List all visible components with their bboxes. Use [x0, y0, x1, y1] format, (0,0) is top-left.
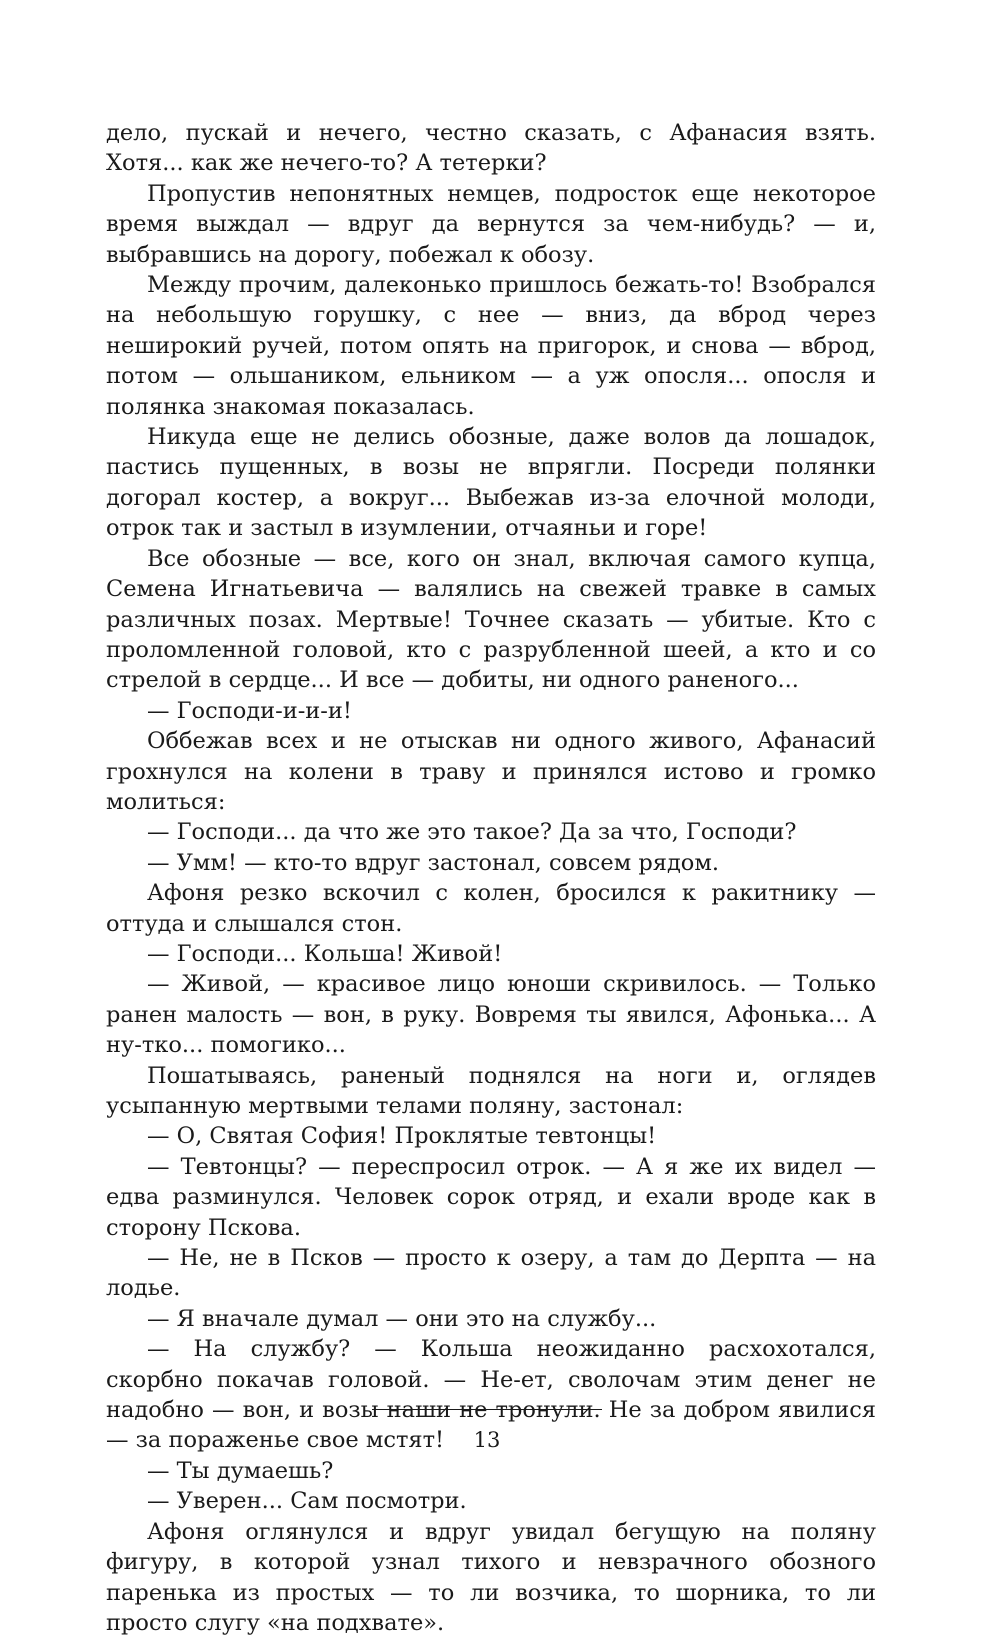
- paragraph: Все обозные — все, кого он знал, включая самого купца, Семена Игнатьевича — валялись на свежей травке в самых различных позах. Мертвые! Точнее сказать — убитые. Кто с проломленной головой, кто с разрубленной шеей, а кто и со стрелой в сердце... И все — добиты, ни одного раненого...: [106, 545, 876, 694]
- paragraph: Афоня резко вскочил с колен, бросился к ракитнику — оттуда и слышался стон.: [106, 880, 876, 937]
- dialogue-line: — На службу? — Кольша неожиданно расхохотался, скорбно покачав головой. — Не-ет, сволочам этим денег не надобно — вон, и возы наши не тронули. Не за добром явилися — за пораженье свое мстят!: [106, 1336, 876, 1454]
- paragraph: Никуда еще не делись обозные, даже волов да лошадок, пастись пущенных, в возы не впрягли. Посреди полянки догорал костер, а вокруг... Выбежав из-за елочной молоди, отрок так и застыл в изумлении, отчаяньи и горе!: [106, 424, 876, 542]
- dialogue-line: — Господи... Кольша! Живой!: [147, 940, 503, 967]
- dialogue-line: — Я вначале думал — они это на службу...: [147, 1305, 657, 1332]
- dialogue-line: — Ты думаешь?: [147, 1457, 334, 1484]
- footer-divider: [372, 1409, 602, 1410]
- dialogue-line: — Живой, — красивое лицо юноши скривилось. — Только ранен малость — вон, в руку. Вовремя ты явился, Афонька... А ну-тко... помогико...: [106, 971, 876, 1059]
- dialogue-line: — Господи-и-и-и!: [147, 697, 352, 724]
- paragraph: Пропустив непонятных немцев, подросток еще некоторое время выждал — вдруг да вернутся за чем-нибудь? — и, выбравшись на дорогу, побежал к обозу.: [106, 180, 876, 268]
- paragraph: Пошатываясь, раненый поднялся на ноги и, оглядев усыпанную мертвыми телами поляну, застонал:: [106, 1062, 876, 1119]
- paragraph: Афоня оглянулся и вдруг увидал бегущую на поляну фигуру, в которой узнал тихого и невзрачного обозного паренька из простых — то ли возчика, то шорника, то ли просто слугу «на подхвате».: [106, 1518, 876, 1636]
- paragraph: дело, пускай и нечего, честно сказать, с Афанасия взять. Хотя... как же нечего-то? А тетерки?: [106, 120, 876, 177]
- dialogue-line: — Не, не в Псков — просто к озеру, а там до Дерпта — на лодье.: [106, 1245, 876, 1302]
- paragraph: Оббежав всех и не отыскав ни одного живого, Афанасий грохнулся на колени в траву и принялся истово и громко молиться:: [106, 728, 876, 815]
- dialogue-line: — Умм! — кто-то вдруг застонал, совсем рядом.: [147, 849, 719, 876]
- dialogue-line: — Тевтонцы? — переспросил отрок. — А я же их видел — едва разминулся. Человек сорок отряд, и ехали вроде как в сторону Пскова.: [106, 1153, 876, 1241]
- dialogue-line: — Господи... да что же это такое? Да за что, Господи?: [147, 819, 797, 846]
- page-number: 13: [473, 1428, 501, 1452]
- dialogue-line: — Уверен... Сам посмотри.: [147, 1488, 467, 1515]
- dialogue-line: — О, Святая София! Проклятые тевтонцы!: [147, 1123, 657, 1150]
- body-text: [106, 118, 876, 1638]
- paragraph: Между прочим, далеконько пришлось бежать-то! Взобрался на небольшую горушку, с нее — вниз, да вброд через неширокий ручей, потом опять на пригорок, и снова — вброд, потом — ольшаником, ельником — а уж опосля... опосля и полянка знакомая показалась.: [106, 272, 876, 420]
